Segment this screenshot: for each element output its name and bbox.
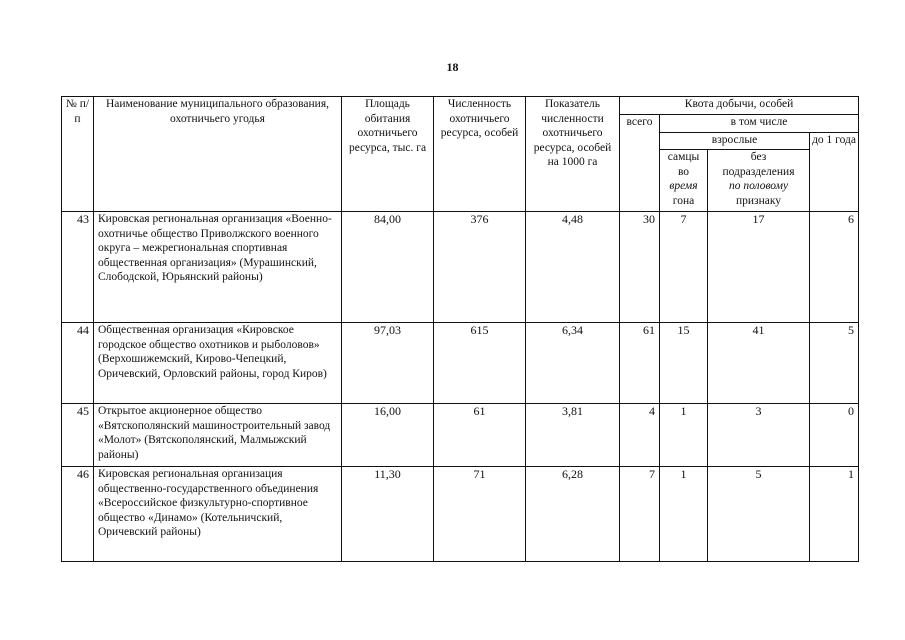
row-num: 45: [62, 404, 94, 467]
hunting-quota-table: [61, 96, 859, 562]
row-density: 6,34: [526, 323, 620, 404]
row-nosex: 3: [708, 404, 810, 467]
page-number: 18: [446, 60, 459, 74]
row-total: 30: [620, 212, 660, 323]
row-males: 1: [660, 404, 708, 467]
row-area: 97,03: [342, 323, 434, 404]
table-row: [62, 212, 859, 323]
header-no-sex-division: [708, 150, 810, 212]
header-males-rut-line3: время: [669, 180, 698, 192]
header-quota: Квота добычи, особей: [620, 97, 859, 115]
header-total: всего: [620, 115, 660, 212]
header-area: Площадь обитания охотничьего ресурса, тыс. га: [342, 97, 434, 212]
header-males-rut-line1: самцы: [667, 151, 700, 163]
row-density: 3,81: [526, 404, 620, 467]
row-under1: 6: [810, 212, 859, 323]
row-nosex: 17: [708, 212, 810, 323]
row-males: 1: [660, 467, 708, 562]
header-adults: взрослые: [660, 133, 810, 150]
row-population: 376: [434, 212, 526, 323]
row-name: Кировская региональная организация общественно-государственного объединения «Всероссийское физкультурно-спортивное общество «Динамо» (Котельничский, Оричевский районы): [94, 467, 342, 562]
row-males: 15: [660, 323, 708, 404]
row-num: 46: [62, 467, 94, 562]
header-males-rut: [660, 150, 708, 212]
row-density: 6,28: [526, 467, 620, 562]
row-nosex: 41: [708, 323, 810, 404]
row-under1: 0: [810, 404, 859, 467]
header-males-rut-line2: во: [677, 165, 690, 178]
row-num: 44: [62, 323, 94, 404]
row-under1: 5: [810, 323, 859, 404]
row-name: Кировская региональная организация «Военно-охотничье общество Приволжского военного округа – межрегиональная спортивная общественная организация» (Мурашинский, Слободской, Юрьянский районы): [94, 212, 342, 323]
row-area: 11,30: [342, 467, 434, 562]
header-males-rut-line4: гона: [672, 194, 695, 207]
row-nosex: 5: [708, 467, 810, 562]
header-no-sex-line3: по половому: [728, 180, 789, 192]
header-no-sex-line2: подразделения: [722, 165, 795, 178]
row-under1: 1: [810, 467, 859, 562]
header-population: Численность охотничьего ресурса, особей: [434, 97, 526, 212]
table-row: [62, 404, 859, 467]
row-area: 16,00: [342, 404, 434, 467]
header-num: № п/п: [62, 97, 94, 212]
row-total: 4: [620, 404, 660, 467]
table-row: [62, 323, 859, 404]
row-name: Общественная организация «Кировское городское общество охотников и рыболовов» (Верхошижемский, Кирово-Чепецкий, Оричевский, Орловский районы, город Киров): [94, 323, 342, 404]
row-males: 7: [660, 212, 708, 323]
header-no-sex-line1: без: [750, 151, 767, 163]
row-num: 43: [62, 212, 94, 323]
header-no-sex-line4: признаку: [735, 194, 782, 207]
row-name: Открытое акционерное общество «Вятскополянский машиностроительный завод «Молот» (Вятскополянский, Малмыжский районы): [94, 404, 342, 467]
table-row: [62, 467, 859, 562]
row-population: 615: [434, 323, 526, 404]
header-density: Показатель численности охотничьего ресурса, особей на 1000 га: [526, 97, 620, 212]
row-total: 7: [620, 467, 660, 562]
header-including: в том числе: [660, 115, 859, 133]
header-under-1-year: до 1 года: [810, 133, 859, 212]
header-name: Наименование муниципального образования, охотничьего угодья: [94, 97, 342, 212]
row-population: 71: [434, 467, 526, 562]
row-density: 4,48: [526, 212, 620, 323]
row-area: 84,00: [342, 212, 434, 323]
row-total: 61: [620, 323, 660, 404]
row-population: 61: [434, 404, 526, 467]
